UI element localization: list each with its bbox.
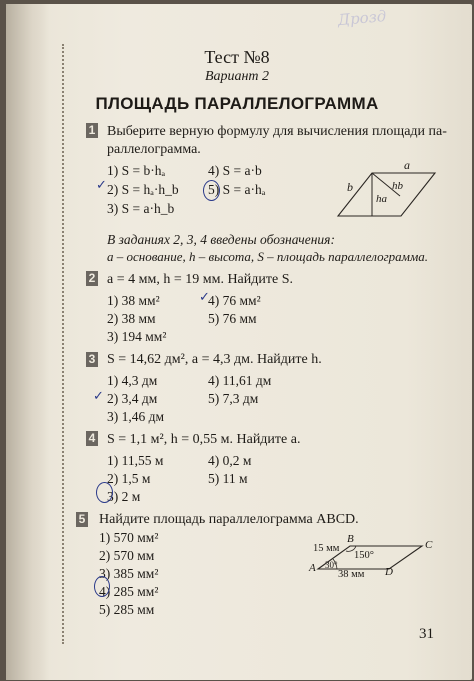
fig5-label-C: C [425,539,433,551]
fig1-label-hb: hb [392,180,403,192]
fig1-label-a: a [404,158,410,172]
fig5-angle-a: 30° [325,560,338,570]
q3-option-2[interactable]: 2) 3,4 дм [107,391,158,406]
page-number: 31 [419,626,434,642]
q2-option-1[interactable]: 1) 38 мм² [107,293,160,308]
q1-text-line1: Выберите верную формулу для вычисления площади па- [107,124,447,139]
topic-heading: ПЛОЩАДЬ ПАРАЛЛЕЛОГРАММА [95,94,379,113]
notation-line2: a – основание, h – высота, S – площадь параллелограмма. [107,249,428,264]
fig5-angle-b: 150° [354,550,374,561]
tick-mark-q3: ✓ [93,389,104,404]
fig5-label-D: D [385,566,393,578]
q4-option-1[interactable]: 1) 11,55 м [107,453,164,468]
fig5-side-ad: 38 мм [338,569,365,580]
q2-option-2[interactable]: 2) 38 мм [107,311,156,326]
tick-mark-q2: ✓ [199,290,210,305]
q4-option-5[interactable]: 5) 11 м [208,471,248,486]
q1-option-1[interactable]: 1) S = b·hₐ [107,163,166,178]
q4-option-3[interactable]: 3) 2 м [107,489,141,504]
q5-option-1[interactable]: 1) 570 мм² [99,530,159,545]
stamp: Дрозд [337,6,387,30]
fig1-label-ha: ha [376,193,387,205]
variant-label: Вариант 2 [204,69,270,84]
q1-text-line2: раллелограмма. [107,142,201,157]
q3-text: S = 14,62 дм², a = 4,3 дм. Найдите h. [107,352,322,367]
question-number-2: 2 [86,271,98,286]
q2-option-3[interactable]: 3) 194 мм² [107,329,167,344]
q3-option-5[interactable]: 5) 7,3 дм [208,391,259,406]
q5-option-2[interactable]: 2) 570 мм [99,548,155,563]
q1-option-4[interactable]: 4) S = a·b [208,163,262,178]
fig1-label-b: b [347,180,353,194]
fig5-side-ab: 15 мм [313,543,340,554]
q1-option-2[interactable]: 2) S = hₐ·h_b [107,182,179,197]
q4-option-4[interactable]: 4) 0,2 м [208,453,252,468]
test-title: Тест №8 [204,47,270,67]
q4-option-2[interactable]: 2) 1,5 м [107,471,151,486]
tick-mark-q1: ✓ [96,178,107,193]
q2-text: a = 4 мм, h = 19 мм. Найдите S. [107,272,293,287]
question-number-1: 1 [86,123,98,138]
notation-line1: В заданиях 2, 3, 4 введены обозначения: [107,232,335,247]
q4-text: S = 1,1 м², h = 0,55 м. Найдите a. [107,432,301,447]
question-number-5: 5 [76,512,88,527]
fig5-label-A: A [309,562,316,574]
q5-text: Найдите площадь параллелограмма ABCD. [99,512,359,527]
fig5-label-B: B [347,533,354,545]
question-number-4: 4 [86,431,98,446]
q3-option-3[interactable]: 3) 1,46 дм [107,409,165,424]
q5-option-4[interactable]: 4) 285 мм² [99,584,159,599]
q1-option-3[interactable]: 3) S = a·h_b [107,201,175,216]
q3-option-1[interactable]: 1) 4,3 дм [107,373,158,388]
q3-option-4[interactable]: 4) 11,61 дм [208,373,272,388]
q1-option-5[interactable]: 5) S = a·hₐ [208,182,266,197]
q2-option-5[interactable]: 5) 76 мм [208,311,257,326]
question-number-3: 3 [86,352,98,367]
q5-option-3[interactable]: 3) 385 мм² [99,566,159,581]
q5-option-5[interactable]: 5) 285 мм [99,602,155,617]
q2-option-4[interactable]: 4) 76 мм² [208,293,261,308]
